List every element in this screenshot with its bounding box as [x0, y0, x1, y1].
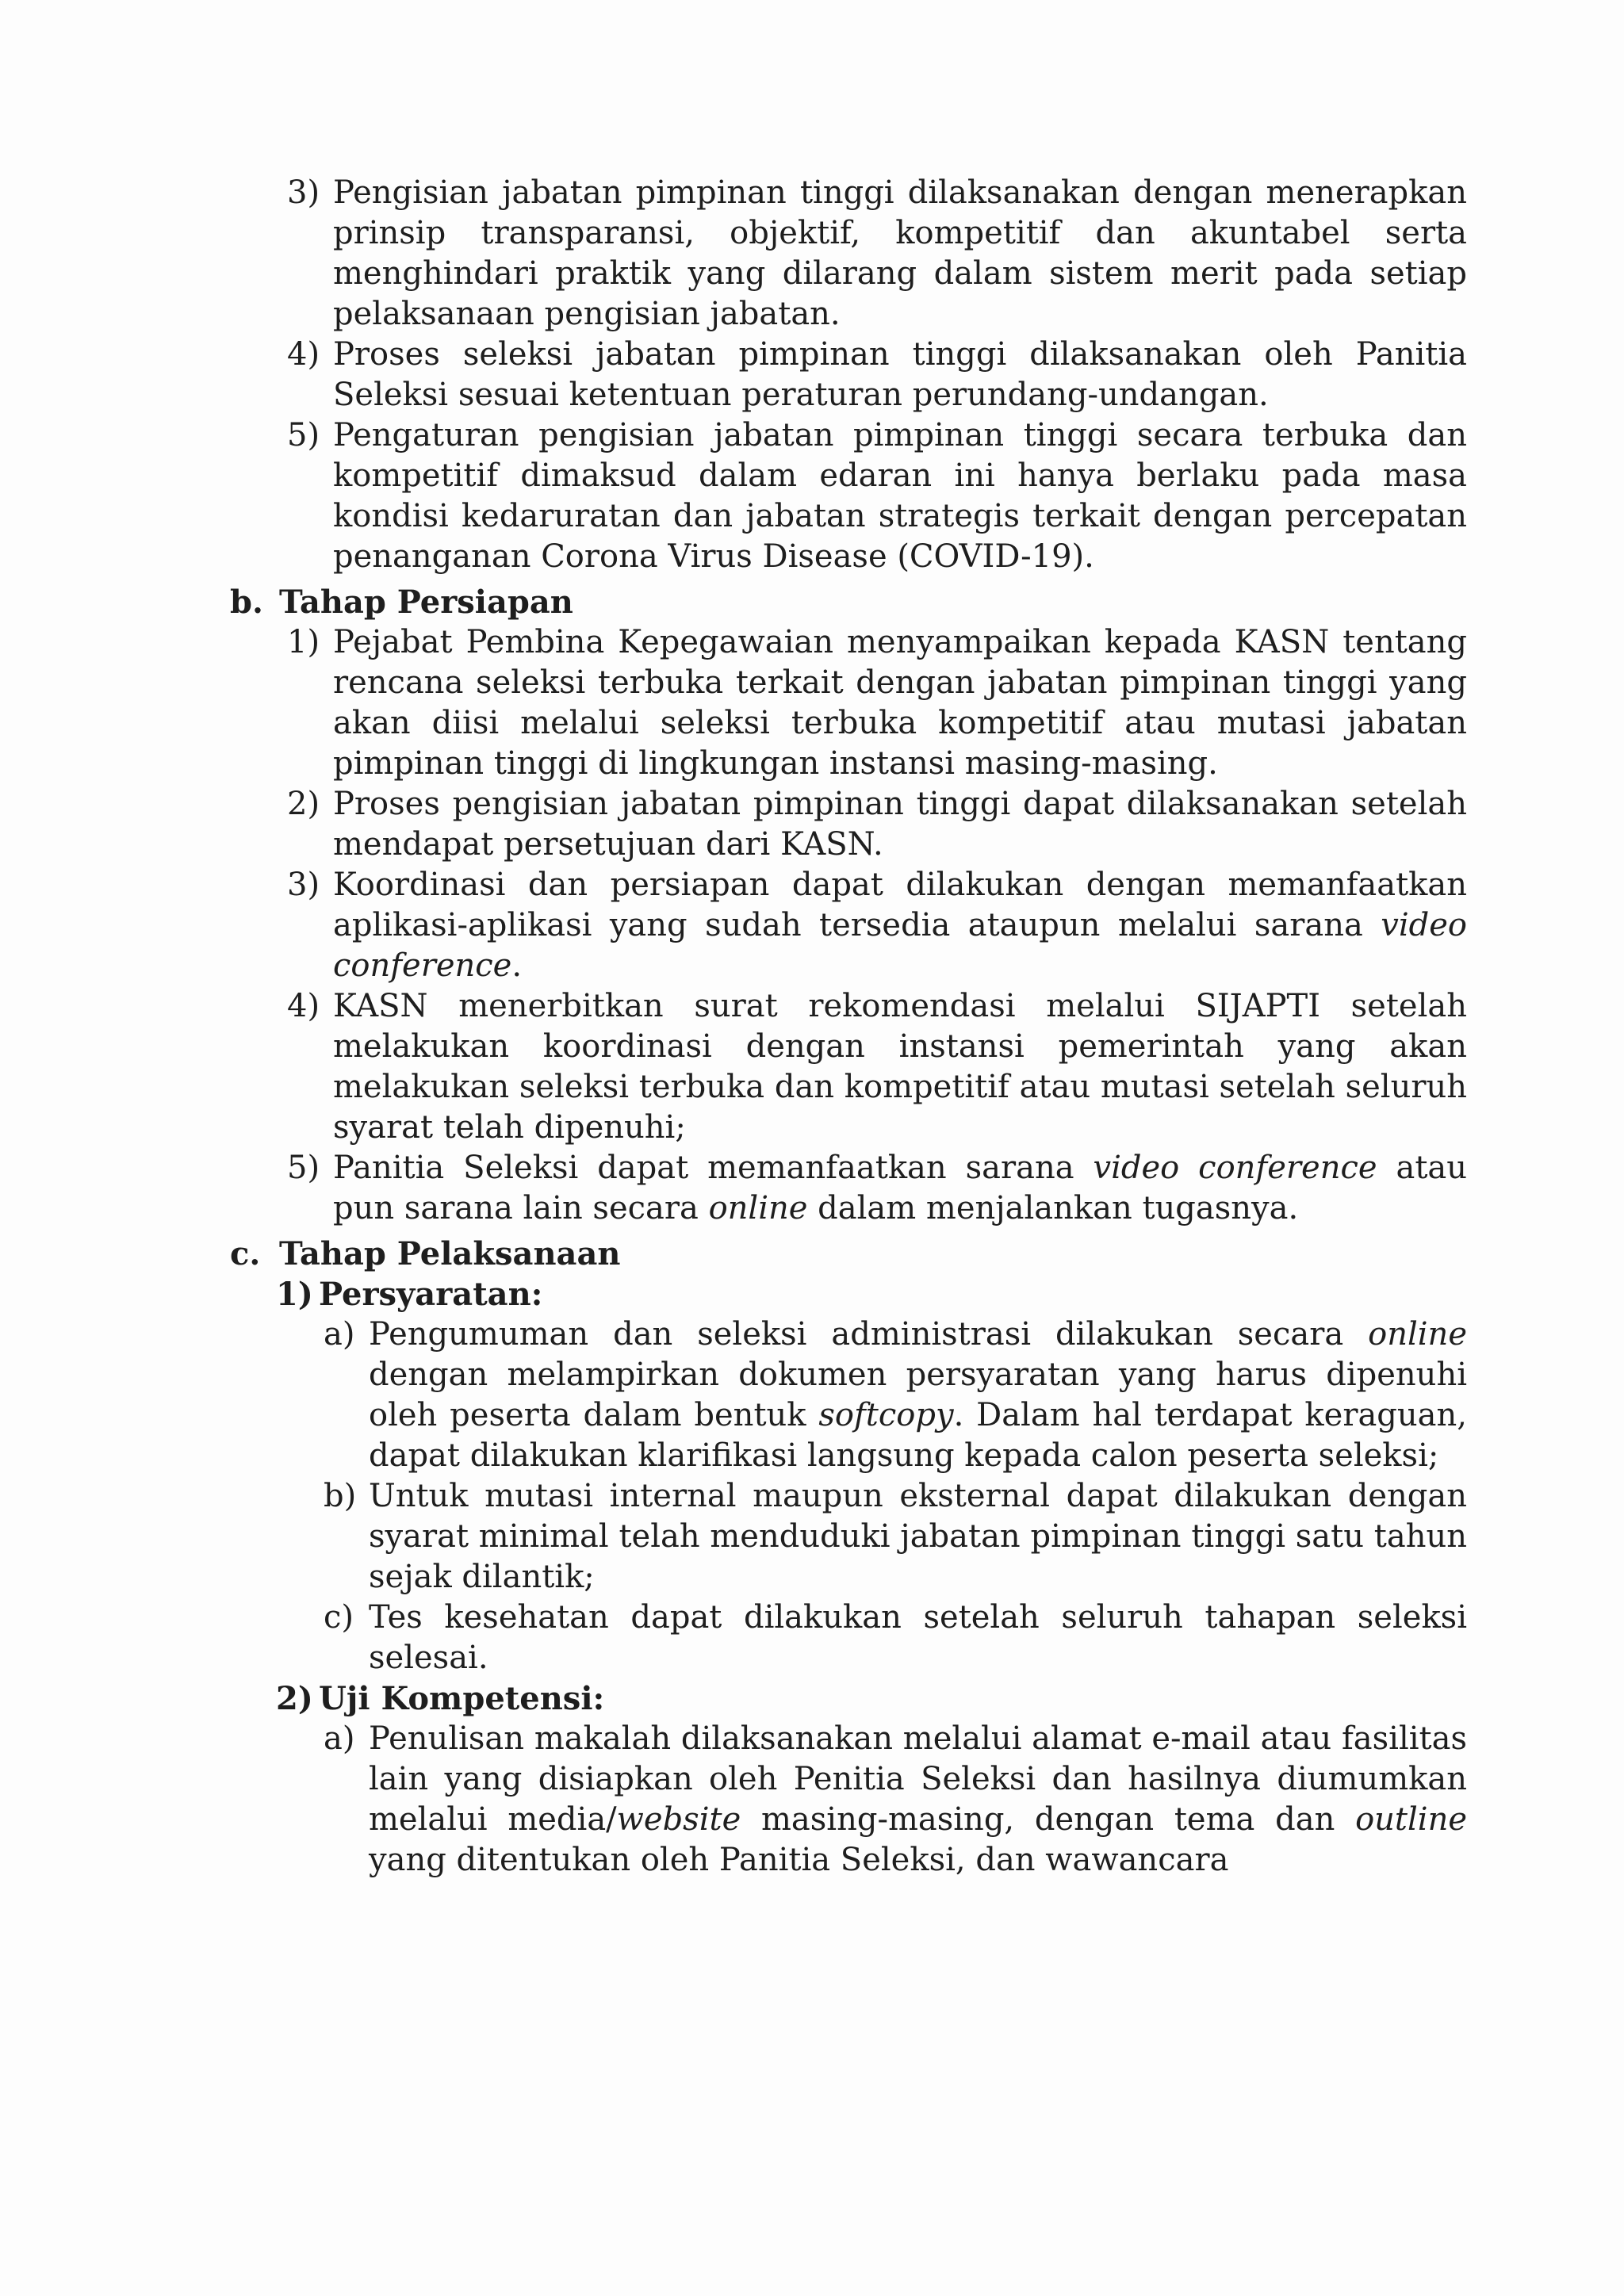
text-run: masing-masing, dengan tema dan	[741, 1801, 1356, 1838]
subsection-number: 1)	[276, 1276, 313, 1313]
item-number: 3)	[287, 174, 320, 211]
item-text	[369, 1314, 1467, 1476]
italic-term: website	[616, 1801, 741, 1838]
item-text	[369, 1719, 1467, 1881]
list-item	[230, 784, 1467, 865]
subsection-title: Uji Kompetensi:	[319, 1680, 605, 1717]
list-item	[230, 1148, 1467, 1229]
item-text: Proses seleksi jabatan pimpinan tinggi dilaksanakan oleh Panitia Seleksi sesuai ketentuan peraturan perundang-undangan.	[333, 336, 1467, 413]
item-letter: a)	[324, 1316, 355, 1353]
text-run: dengan melampirkan dokumen persyaratan yang harus dipenuhi oleh peserta dalam bentuk	[369, 1357, 1467, 1433]
section-letter: b.	[230, 584, 263, 621]
item-text: Pejabat Pembina Kepegawaian menyampaikan kepada KASN tentang rencana seleksi terbuka terkait dengan jabatan pimpinan tinggi yang akan diisi melalui seleksi terbuka kompetitif atau mutasi jabatan pimpinan tinggi di lingkungan instansi masing-masing.	[333, 624, 1467, 782]
italic-term: outline	[1355, 1801, 1467, 1838]
item-number: 5)	[287, 1150, 320, 1186]
list-item	[230, 1719, 1467, 1881]
list-item	[230, 335, 1467, 415]
document-body	[230, 173, 1467, 1881]
subsection-heading	[230, 1274, 1467, 1314]
text-run: Koordinasi dan persiapan dapat dilakukan dengan memanfaatkan aplikasi-aplikasi yang sudah tersedia ataupun melalui sarana	[333, 867, 1467, 943]
list-item	[230, 1314, 1467, 1476]
text-run: .	[511, 947, 523, 984]
section-title: Tahap Persiapan	[279, 584, 573, 621]
item-number: 2)	[287, 786, 320, 822]
list-item	[230, 173, 1467, 335]
list-item	[230, 865, 1467, 986]
item-text	[333, 865, 1467, 986]
section-letter: c.	[230, 1235, 261, 1272]
subsection-title: Persyaratan:	[319, 1276, 543, 1313]
italic-term: online	[708, 1190, 808, 1226]
italic-term: softcopy	[818, 1397, 954, 1433]
item-number: 4)	[287, 336, 320, 373]
text-run: Penulisan makalah dilaksanakan melalui alamat e-mail atau fasilitas lain yang disiapkan oleh Penitia Seleksi dan hasilnya diumumkan melalui media/	[369, 1720, 1467, 1838]
list-item	[230, 415, 1467, 577]
subsection-heading	[230, 1678, 1467, 1719]
section-heading-c	[230, 1234, 1467, 1274]
item-text: Tes kesehatan dapat dilakukan setelah seluruh tahapan seleksi selesai.	[369, 1599, 1467, 1676]
italic-term: video conference	[333, 907, 1467, 984]
item-number: 4)	[287, 988, 320, 1024]
item-text: Untuk mutasi internal maupun eksternal dapat dilakukan dengan syarat minimal telah menduduki jabatan pimpinan tinggi satu tahun sejak dilantik;	[369, 1478, 1467, 1595]
item-letter: a)	[324, 1720, 355, 1757]
item-text: KASN menerbitkan surat rekomendasi melalui SIJAPTI setelah melakukan koordinasi dengan instansi pemerintah yang akan melakukan seleksi terbuka dan kompetitif atau mutasi setelah seluruh syarat telah dipenuhi;	[333, 988, 1467, 1146]
item-text	[333, 1148, 1467, 1229]
item-letter: b)	[324, 1478, 357, 1514]
section-heading-b	[230, 582, 1467, 622]
list-item	[230, 622, 1467, 784]
italic-term: online	[1368, 1316, 1467, 1353]
item-letter: c)	[324, 1599, 354, 1636]
text-run: . Dalam hal terdapat keraguan, dapat dilakukan klarifikasi langsung kepada calon peserta seleksi;	[369, 1397, 1467, 1474]
text-run: Pengumuman dan seleksi administrasi dilakukan secara	[369, 1316, 1369, 1353]
item-text: Pengisian jabatan pimpinan tinggi dilaksanakan dengan menerapkan prinsip transparansi, objektif, kompetitif dan akuntabel serta menghindari praktik yang dilarang dalam sistem merit pada setiap pelaksanaan pengisian jabatan.	[333, 174, 1467, 332]
text-run: yang ditentukan oleh Panitia Seleksi, dan wawancara	[369, 1842, 1229, 1878]
text-run: dalam menjalankan tugasnya.	[807, 1190, 1299, 1226]
italic-term: video conference	[1093, 1150, 1377, 1186]
item-text: Proses pengisian jabatan pimpinan tinggi dapat dilaksanakan setelah mendapat persetujuan dari KASN.	[333, 786, 1467, 863]
section-title: Tahap Pelaksanaan	[279, 1235, 621, 1272]
text-run: Panitia Seleksi dapat memanfaatkan sarana	[333, 1150, 1094, 1186]
item-number: 1)	[287, 624, 320, 660]
item-number: 5)	[287, 417, 320, 453]
list-item	[230, 986, 1467, 1148]
item-number: 3)	[287, 867, 320, 903]
text-run: atau pun sarana lain secara	[333, 1150, 1468, 1226]
subsection-number: 2)	[276, 1680, 313, 1717]
list-item	[230, 1476, 1467, 1598]
list-item	[230, 1598, 1467, 1678]
item-text: Pengaturan pengisian jabatan pimpinan tinggi secara terbuka dan kompetitif dimaksud dalam edaran ini hanya berlaku pada masa kondisi kedaruratan dan jabatan strategis terkait dengan percepatan penanganan Corona Virus Disease (COVID-19).	[333, 417, 1467, 575]
